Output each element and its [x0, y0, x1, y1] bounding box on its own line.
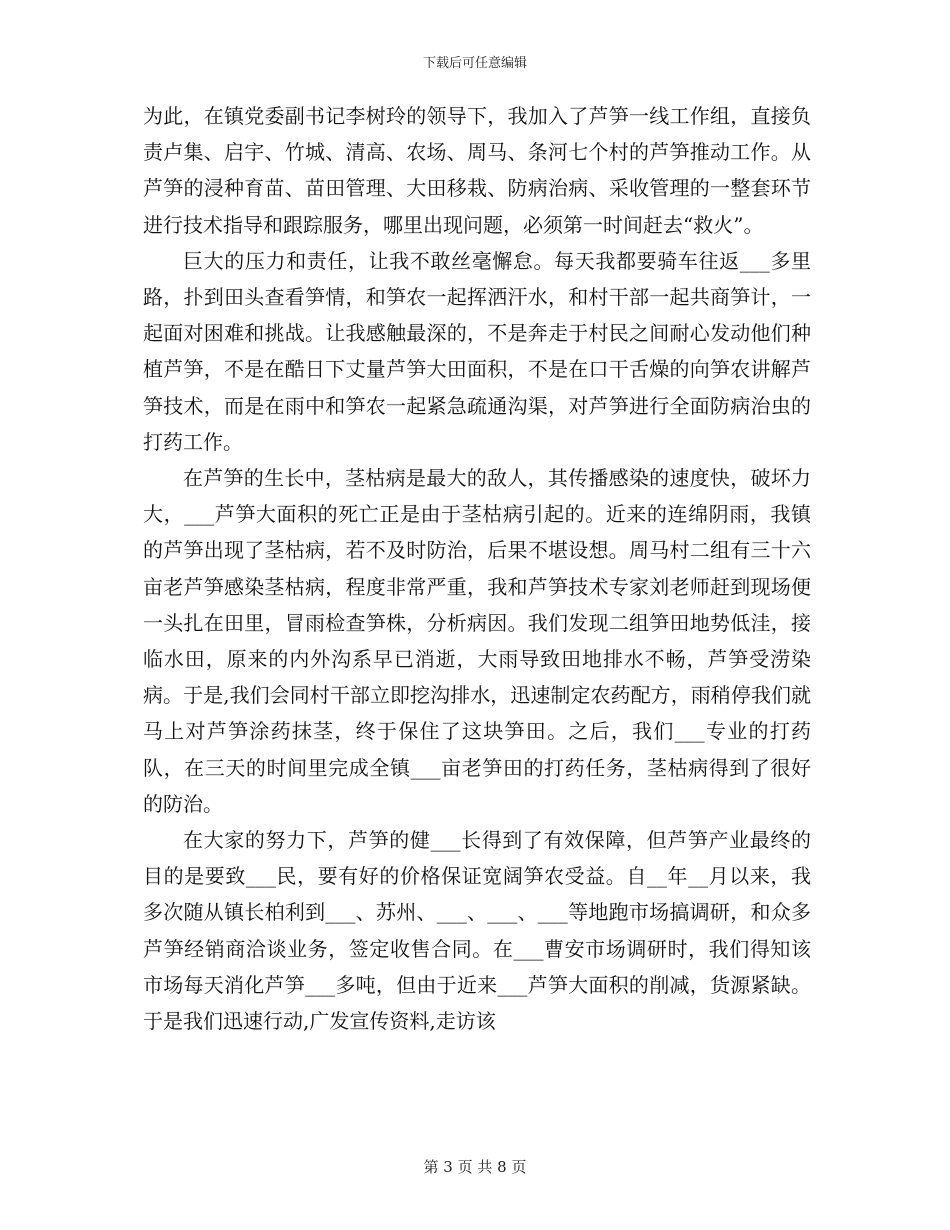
page-header: 下载后可任意编辑 [422, 56, 527, 71]
paragraph-4: 在大家的努力下，芦笋的健___长得到了有效保障，但芦笋产业最终的目的是要致___民，要有好的价格保证宽阔笋农受益。自__年__月以来，我多次随从镇长柏利到___、苏州、___、___、___等地跑市场搞调研，和众多芦笋经销商洽谈业务，签定收售合同。在___曹安市场调研时，我们得知该市场每天消化芦笋___多吨，但由于近来___芦笋大面积的削减，货源紧缺。于是我们迅速行动,广发宣传资料,走访该 [143, 828, 811, 1034]
paragraph-3: 在芦笋的生长中，茎枯病是最大的敌人，其传播感染的速度快，破坏力大，___芦笋大面积的死亡正是由于茎枯病引起的。近来的连绵阴雨，我镇的芦笋出现了茎枯病，若不及时防治，后果不堪设想。周马村二组有三十六亩老芦笋感染茎枯病，程度非常严重，我和芦笋技术专家刘老师赶到现场便一头扎在田里，冒雨检查笋株，分析病因。我们发现二组笋田地势低洼，接临水田，原来的内外沟系早已消逝，大雨导致田地排水不畅，芦笋受涝染病。于是,我们会同村干部立即挖沟排水，迅速制定农药配方，雨稍停我们就马上对芦笋涂药抹茎，终于保住了这块笋田。之后，我们___专业的打药队，在三天的时间里完成全镇___亩老笋田的打药任务，茎枯病得到了很好的防治。 [143, 466, 811, 816]
document-body [143, 98, 811, 1039]
page-number-footer: 第 3 页 共 8 页 [423, 1158, 527, 1176]
paragraph-1: 为此，在镇党委副书记李树玲的领导下，我加入了芦笋一线工作组，直接负责卢集、启宇、竹城、清高、农场、周马、条河七个村的芦笋推动工作。从芦笋的浸种育苗、苗田管理、大田移栽、防病治病、采收管理的一整套环节进行技术指导和跟踪服务，哪里出现问题，必须第一时间赶去“救火”。 [143, 104, 811, 237]
paragraph-2: 巨大的压力和责任，让我不敢丝毫懈怠。每天我都要骑车往返___多里路，扑到田头查看笋情，和笋农一起挥洒汗水，和村干部一起共商笋计，一起面对困难和挑战。让我感触最深的，不是奔走于村民之间耐心发动他们种植芦笋，不是在酷日下丈量芦笋大田面积，不是在口干舌燥的向笋农讲解芦笋技术，而是在雨中和笋农一起紧急疏通沟渠，对芦笋进行全面防病治虫的打药工作。 [143, 248, 811, 454]
